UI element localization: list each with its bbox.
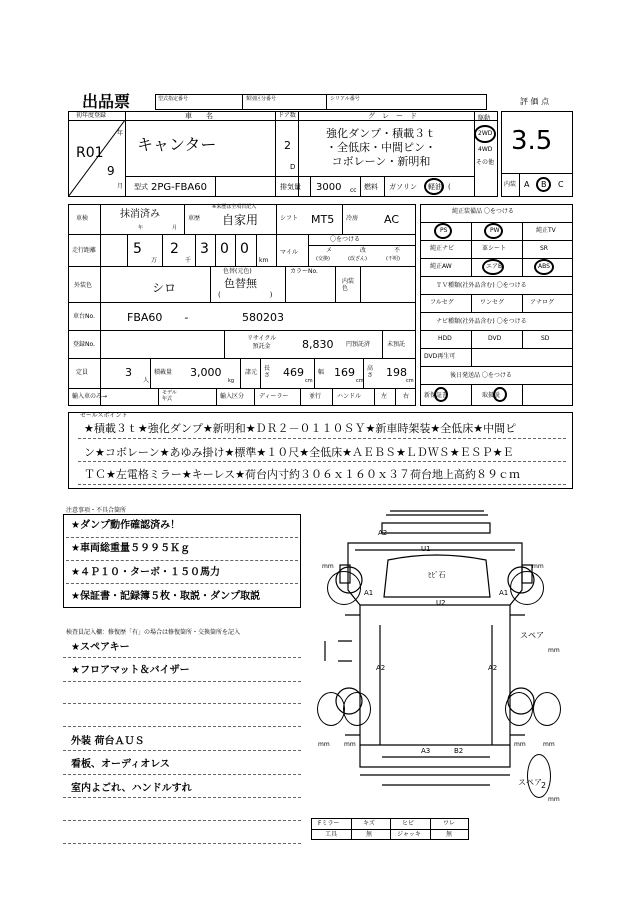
model-year-label: モデル 年式	[162, 390, 177, 402]
inspector-line-6: 看板、オーディオレス	[71, 759, 170, 770]
diag-mm-8: mm	[548, 796, 560, 803]
mile-opt-1-note: (交換)	[316, 256, 330, 262]
diag-u2: U2	[436, 599, 446, 607]
equip-aw: 純正AW	[430, 263, 452, 270]
capacity-person: 人	[143, 377, 150, 384]
diag-stone: ﾋﾋﾞ石	[428, 571, 446, 579]
mile-label: マイル	[280, 249, 298, 256]
first-reg-label: 初年度登録	[76, 112, 107, 119]
dealer: ディーラー	[259, 393, 289, 400]
capacity-label: 定員	[76, 369, 89, 376]
inspect-label: 車検	[76, 215, 89, 222]
interior-b: B	[541, 180, 547, 189]
mileage-km: km	[259, 257, 269, 264]
wheel-fl	[327, 571, 361, 605]
inspect-month: 月	[172, 225, 178, 231]
dmg-header-1: Fミラー	[318, 820, 340, 827]
shift-label: シフト	[280, 215, 299, 222]
mileage-man: 万	[151, 257, 158, 264]
diag-a1-right: A1	[499, 589, 509, 597]
tv-analog: アナログ	[530, 299, 555, 306]
diag-a2-right: A2	[488, 664, 498, 672]
chassis-prefix: FBA60 -	[127, 311, 189, 324]
equip-navi: 純正ナビ	[430, 245, 455, 252]
history-label: 車歴	[188, 215, 201, 222]
diag-mm-1: mm	[322, 563, 334, 570]
diag-u1: U1	[421, 545, 431, 553]
model-cert-label: 型式指定番号	[158, 96, 189, 102]
inspector-label: 検査員記入欄：修復歴「有」の場合は修復箇所・交換箇所を記入	[66, 629, 241, 636]
load-label: 積載量	[154, 369, 173, 376]
diag-a3: A3	[421, 747, 431, 755]
chassis-no: 580203	[242, 311, 284, 324]
after-title: 後日発送品 〇をつける	[450, 372, 512, 379]
fuel-gas: ガソリン	[389, 183, 417, 191]
mile-circle-note: 〇をつける	[330, 236, 361, 243]
month-char: 月	[117, 183, 124, 190]
note-line-2: ★車両総重量５９９５Ｋｇ	[71, 543, 190, 554]
length-value: 469	[283, 366, 304, 379]
score-value: 3.5	[511, 126, 553, 156]
mile-opt-2: 改	[360, 247, 367, 254]
year-char: 年	[117, 130, 124, 137]
not-deposited: 未預託	[387, 341, 406, 348]
equip-sr: SR	[540, 245, 548, 252]
dmg-value-2: 無	[366, 831, 373, 838]
diag-b2: B2	[454, 747, 464, 755]
inspect-value: 抹消済み	[120, 209, 160, 220]
equip-abs-circle	[534, 259, 554, 275]
recycle-value: 8,830	[302, 338, 334, 351]
load-value: 3,000	[190, 366, 222, 379]
inspect-year: 年	[138, 225, 144, 231]
note-line-1: ★ダンプ動作確認済み！	[71, 520, 181, 531]
reg-month: 9	[107, 164, 115, 178]
doors-value: 2	[284, 139, 291, 152]
spare-value: 2	[541, 781, 547, 790]
equip-pw: PW	[490, 227, 500, 234]
mile-opt-3-note: (不明)	[386, 256, 400, 262]
equip-airbag: エアB	[486, 263, 503, 270]
tv-title: ＴＶ種類(社外品含む) 〇をつける	[436, 282, 527, 289]
tv-full: フルセグ	[430, 299, 454, 306]
drive-2wd-circle	[474, 125, 496, 143]
diag-a2-top: A2	[378, 529, 388, 537]
reg-year: R01	[76, 145, 104, 161]
model-value: 2PG-FBA60	[151, 182, 207, 193]
height-cm: cm	[406, 378, 414, 384]
height-label: 高さ	[367, 365, 374, 379]
dmg-value-1: 工具	[325, 831, 338, 838]
after-manual-circle	[493, 387, 507, 402]
note-line-4: ★保証書・記録簿５枚・取説・ダンプ取説	[71, 591, 261, 602]
history-value: 自家用	[222, 213, 259, 227]
after-warranty: 新保証書	[424, 392, 449, 399]
diag-mm-4: mm	[344, 741, 356, 748]
equip-ps: PS	[440, 227, 448, 234]
model-label: 型式	[134, 183, 148, 191]
dmg-value-4: 無	[446, 831, 453, 838]
ac-label: 冷房	[346, 215, 359, 222]
yen-label: 円預託済	[346, 341, 371, 348]
header-id-box	[155, 94, 487, 110]
sales-line-3: ＴＣ★左電格ミラー★キーレス★荷台内寸約３０６ｘ１６０ｘ３７荷台地上高約８９ｃｍ	[84, 468, 521, 481]
diag-mm-3: mm	[318, 741, 330, 748]
mileage-digit-5: 0	[240, 241, 249, 257]
spare-tire-rear	[527, 754, 551, 798]
mileage-sen: 千	[185, 257, 192, 264]
equip-leather: 革シート	[482, 245, 507, 252]
dims-label: 諸元	[245, 369, 258, 376]
nav-dvd: DVD	[488, 335, 502, 342]
reg-no-label: 登録No.	[73, 341, 95, 348]
diag-a1-left: A1	[364, 589, 374, 597]
shift-value: MT5	[311, 213, 335, 226]
load-kg: kg	[228, 378, 235, 384]
color-value: シロ	[152, 281, 177, 295]
disp-value: 3000	[316, 182, 342, 193]
equip-tv: 純正TV	[536, 227, 556, 234]
dmg-header-3: ヒビ	[402, 820, 415, 827]
sales-line-1: ★積載３ｔ★強化ダンプ★新明和★ＤＲ２－０１１０ＳＹ★新車時架装★全低床★中間ピ	[84, 422, 517, 435]
mileage-digit-4: 0	[220, 241, 229, 257]
sales-line-2: ン★コボレーン★あゆみ掛け★標準★１０尺★全低床★ＡＥＢＳ★ＬＤＷＳ★ＥＳＰ★Ｅ	[84, 446, 514, 459]
interior-a: A	[524, 180, 530, 189]
recycle-label: リサイクル 預託金	[247, 335, 277, 350]
nav-dvd-play: DVD再生可	[424, 353, 456, 360]
diag-a2-left: A2	[376, 664, 386, 672]
disp-label: 排気量	[280, 183, 301, 191]
nav-hdd: HDD	[438, 335, 452, 342]
handle-left: 左	[381, 393, 388, 400]
disp-cc: cc	[350, 187, 357, 194]
car-name-label: 車 名	[185, 112, 213, 120]
dmg-value-3: ジャッキ	[397, 831, 421, 838]
category-label: 類別区分番号	[246, 96, 277, 102]
mileage-digit-1: 5	[133, 241, 142, 257]
spare-label-1: スペア	[520, 631, 544, 640]
wheel-fr	[510, 571, 544, 605]
drive-4wd: 4WD	[478, 146, 493, 153]
color-paren: ( )	[218, 291, 273, 299]
import-cat-label: 輸入区分	[220, 393, 245, 400]
interior-label: 内装	[504, 181, 517, 188]
width-label: 幅	[318, 369, 325, 376]
page-title: 出品票	[82, 92, 131, 111]
fuel-label: 燃料	[364, 183, 378, 191]
height-value: 198	[386, 366, 407, 379]
history-note: ※来歴は全項目記入	[212, 204, 257, 210]
equip-ps-circle	[434, 223, 452, 239]
dmg-header-2: キズ	[363, 820, 375, 827]
eval-label: 評 価 点	[520, 97, 550, 106]
car-name: キャンター	[137, 135, 217, 154]
handle-label: ハンドル	[337, 393, 362, 400]
color-no-value: 色替無	[224, 277, 257, 290]
drive-label: 駆動	[478, 115, 491, 122]
equip-abs: ABS	[538, 263, 550, 270]
wheel-rr-1	[505, 692, 533, 726]
color-label: 外装色	[74, 282, 93, 289]
grade-value: 強化ダンプ・積載３ｔ ・全低床・中間ピン・ コボレーン・新明和	[326, 127, 437, 168]
wheel-rl-1	[317, 692, 345, 726]
diag-mm-5: mm	[514, 741, 526, 748]
ac-value: AC	[384, 213, 400, 226]
sales-label: セールスポイント	[80, 412, 128, 419]
spare-label-2: スペア	[518, 778, 542, 787]
after-manual: 取扱説	[482, 392, 501, 399]
dmg-header-4: ワレ	[443, 820, 456, 827]
fuel-paren: (	[448, 183, 451, 191]
fuel-diesel-circle	[424, 178, 444, 195]
equip-airbag-circle	[482, 259, 504, 275]
drive-2wd: 2WD	[478, 130, 493, 137]
note-line-3: ★４Ｐ１０・ターボ・１５０馬力	[71, 567, 220, 578]
wheel-rl-2	[343, 692, 371, 726]
interior-b-circle	[536, 177, 551, 192]
drive-other: その他	[476, 159, 495, 166]
inspector-line-2: ★フロアマット＆バイザー	[71, 665, 190, 676]
handle-right: 右	[403, 393, 410, 400]
color-no-label: 色替(元色)	[223, 268, 252, 275]
after-warranty-circle	[434, 387, 448, 402]
serial-label: シリアル番号	[330, 96, 360, 102]
diag-mm-6: mm	[543, 741, 555, 748]
diag-mm-2: mm	[532, 563, 544, 570]
diag-mm-7: mm	[548, 647, 560, 654]
notes-label: 注意事項・不具合箇所	[66, 507, 127, 514]
nav-sd: SD	[541, 335, 550, 342]
color-num-label: カラーNo.	[290, 268, 318, 275]
chassis-label: 車台No.	[73, 313, 95, 320]
mileage-digit-3: 3	[200, 241, 209, 257]
parallel: 並行	[309, 393, 322, 400]
fuel-diesel: 軽油	[428, 183, 442, 191]
genuine-title: 純正装備品 〇をつける	[452, 208, 514, 215]
mileage-label: 走行距離	[72, 247, 97, 254]
tv-one: ワンセグ	[480, 299, 505, 306]
length-label: 長さ	[264, 365, 271, 379]
doors-label: ドア数	[278, 112, 296, 119]
inspector-line-5: 外装 荷台ＡＵＳ	[71, 736, 145, 747]
nav-title: ナビ種類(社外品含む) 〇をつける	[436, 318, 527, 325]
equip-pw-circle	[484, 223, 503, 239]
width-value: 169	[334, 366, 355, 379]
import-label: 輸入車のみ→	[72, 393, 108, 400]
grade-label: グ レ ー ド	[368, 112, 417, 120]
interior-color-label: 内装 色	[342, 278, 355, 292]
doors-d: D	[290, 163, 296, 171]
wheel-rr-2	[533, 692, 561, 726]
width-cm: cm	[356, 378, 364, 384]
interior-c: C	[558, 180, 564, 189]
mile-opt-3: 不	[394, 247, 401, 254]
inspector-line-1: ★スペアキー	[71, 642, 130, 653]
mile-opt-1: メ	[326, 247, 333, 254]
inspector-line-7: 室内よごれ、ハンドルすれ	[71, 783, 192, 794]
capacity-value: 3	[125, 366, 132, 379]
mileage-digit-2: 2	[170, 241, 179, 257]
length-cm: cm	[305, 378, 313, 384]
mile-opt-2-note: (改ざん)	[348, 256, 367, 262]
